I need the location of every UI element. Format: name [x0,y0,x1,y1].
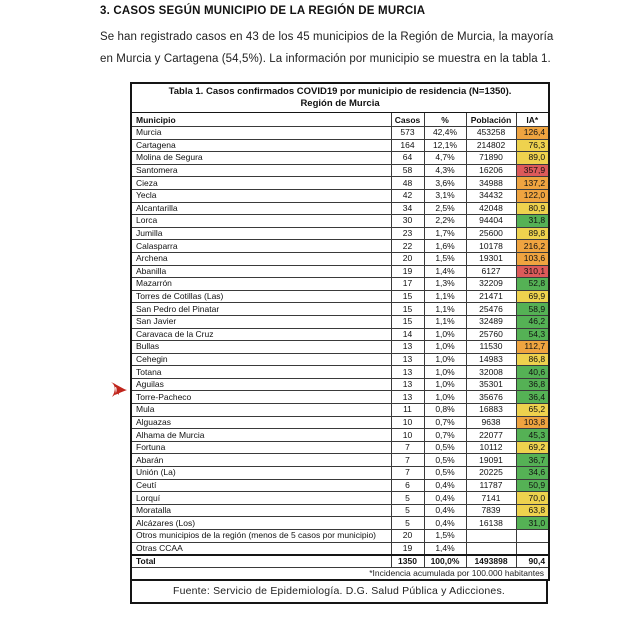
footnote-row [131,567,549,580]
table-row [131,127,549,140]
poblacion-cell: 9638 [466,416,516,429]
table-row [131,328,549,341]
pct-cell: 0,4% [424,492,466,505]
intro-paragraph-line-2: en Murcia y Cartagena (54,5%). La información por municipio se muestra en la tabla 1. [100,53,551,65]
poblacion-cell: 11787 [466,479,516,492]
casos-cell: 164 [391,139,424,152]
column-header-casos: Casos [391,113,424,127]
poblacion-cell: 34432 [466,189,516,202]
casos-cell: 22 [391,240,424,253]
casos-cell: 48 [391,177,424,190]
table-row [131,492,549,505]
municipio-cell: Ceutí [131,479,391,492]
poblacion-cell: 16138 [466,517,516,530]
table-row [131,278,549,291]
ia-cell: 65,2 [516,404,549,417]
table-row [131,139,549,152]
column-header-pct: % [424,113,466,127]
municipio-cell: Torres de Cotillas (Las) [131,290,391,303]
casos-cell: 30 [391,215,424,228]
casos-cell: 7 [391,467,424,480]
pct-cell: 3,6% [424,177,466,190]
pct-cell: 0,8% [424,404,466,417]
ia-cell: 103,8 [516,416,549,429]
pct-cell: 0,5% [424,467,466,480]
ia-cell: 69,9 [516,290,549,303]
poblacion-cell: 25600 [466,227,516,240]
table-row [131,467,549,480]
pct-cell: 2,2% [424,215,466,228]
table-title-line-2: Región de Murcia [300,98,380,109]
table-row [131,353,549,366]
municipio-cell: Mazarrón [131,278,391,291]
casos-cell: 7 [391,441,424,454]
poblacion-cell: 21471 [466,290,516,303]
poblacion-cell: 19091 [466,454,516,467]
total-label: Total [131,555,391,568]
municipio-cell: Cieza [131,177,391,190]
table-row [131,429,549,442]
pct-cell: 1,7% [424,227,466,240]
table-row [131,404,549,417]
casos-cell: 7 [391,454,424,467]
ia-cell: 31,8 [516,215,549,228]
ia-cell [516,542,549,555]
column-header-ia: IA* [516,113,549,127]
poblacion-cell: 10178 [466,240,516,253]
ia-cell: 310,1 [516,265,549,278]
poblacion-cell: 16883 [466,404,516,417]
ia-cell: 40,6 [516,366,549,379]
table-header-row [131,113,549,127]
total-ia: 90,4 [516,555,549,568]
municipio-cell: San Javier [131,315,391,328]
pct-cell: 1,0% [424,366,466,379]
table-row [131,416,549,429]
poblacion-cell: 14983 [466,353,516,366]
ia-cell: 34,6 [516,467,549,480]
table-row [131,366,549,379]
municipio-cell: Alhama de Murcia [131,429,391,442]
municipio-cell: Caravaca de la Cruz [131,328,391,341]
municipio-cell: Archena [131,252,391,265]
table-row [131,479,549,492]
ia-cell: 357,9 [516,164,549,177]
source-line: Fuente: Servicio de Epidemiología. D.G. Salud Pública y Adicciones. [130,581,548,604]
ia-cell: 89,8 [516,227,549,240]
casos-cell: 17 [391,278,424,291]
table-row [131,189,549,202]
municipio-cell: Cehegin [131,353,391,366]
municipio-cell: Molina de Segura [131,152,391,165]
municipio-cell: Otros municipios de la región (menos de 5 casos por municipio) [131,530,391,543]
casos-cell: 13 [391,353,424,366]
municipio-cell: Fortuna [131,441,391,454]
casos-cell: 20 [391,252,424,265]
table-caption-row [131,83,549,113]
table-row [131,290,549,303]
municipio-cell: Lorquí [131,492,391,505]
column-header-poblacion: Población [466,113,516,127]
casos-cell: 6 [391,479,424,492]
casos-cell: 23 [391,227,424,240]
casos-cell: 15 [391,290,424,303]
poblacion-cell: 7141 [466,492,516,505]
poblacion-cell: 35301 [466,378,516,391]
casos-cell: 11 [391,404,424,417]
poblacion-cell: 7839 [466,504,516,517]
ia-cell: 31,0 [516,517,549,530]
poblacion-cell: 6127 [466,265,516,278]
municipio-cell: Jumilla [131,227,391,240]
ia-cell [516,530,549,543]
pct-cell: 0,7% [424,429,466,442]
municipio-cell: Abarán [131,454,391,467]
table-row [131,164,549,177]
poblacion-cell [466,542,516,555]
municipio-cell: Unión (La) [131,467,391,480]
table-row [131,240,549,253]
poblacion-cell: 10112 [466,441,516,454]
casos-cell: 5 [391,517,424,530]
pct-cell: 2,5% [424,202,466,215]
municipio-cell: Yecla [131,189,391,202]
pct-cell: 1,1% [424,303,466,316]
casos-cell: 5 [391,504,424,517]
pct-cell: 1,0% [424,391,466,404]
pct-cell: 1,0% [424,341,466,354]
ia-cell: 69,2 [516,441,549,454]
table-row [131,504,549,517]
pct-cell: 1,5% [424,252,466,265]
casos-cell: 64 [391,152,424,165]
poblacion-cell: 34988 [466,177,516,190]
ia-cell: 80,9 [516,202,549,215]
casos-cell: 13 [391,391,424,404]
section-title: 3. CASOS SEGÚN MUNICIPIO DE LA REGIÓN DE MURCIA [100,5,426,17]
poblacion-cell: 32008 [466,366,516,379]
pct-cell: 4,3% [424,164,466,177]
table-row [131,542,549,555]
table-row [131,265,549,278]
municipio-cell: Alguazas [131,416,391,429]
poblacion-cell: 453258 [466,127,516,140]
casos-cell: 13 [391,341,424,354]
municipio-cell: Bullas [131,341,391,354]
casos-cell: 19 [391,265,424,278]
municipio-cell: Abanilla [131,265,391,278]
ia-cell: 36,4 [516,391,549,404]
table-row [131,303,549,316]
poblacion-cell: 25760 [466,328,516,341]
municipio-cell: San Pedro del Pinatar [131,303,391,316]
ia-cell: 50,9 [516,479,549,492]
ia-cell: 45,3 [516,429,549,442]
casos-cell: 5 [391,492,424,505]
pct-cell: 1,4% [424,542,466,555]
total-row [131,555,549,568]
ia-cell: 86,8 [516,353,549,366]
ia-cell: 36,7 [516,454,549,467]
municipio-cell: Calasparra [131,240,391,253]
casos-cell: 573 [391,127,424,140]
ia-cell: 52,8 [516,278,549,291]
municipio-cell: Alcantarilla [131,202,391,215]
table-row [131,454,549,467]
ia-cell: 63,8 [516,504,549,517]
municipio-cell: Alcázares (Los) [131,517,391,530]
table-row [131,517,549,530]
poblacion-cell: 35676 [466,391,516,404]
table-row [131,227,549,240]
poblacion-cell: 16206 [466,164,516,177]
pct-cell: 0,4% [424,479,466,492]
pct-cell: 1,5% [424,530,466,543]
municipio-cell: Cartagena [131,139,391,152]
table-row [131,378,549,391]
pct-cell: 0,5% [424,454,466,467]
ia-cell: 76,3 [516,139,549,152]
ia-cell: 70,0 [516,492,549,505]
total-casos: 1350 [391,555,424,568]
table-row [131,341,549,354]
poblacion-cell: 94404 [466,215,516,228]
casos-cell: 20 [391,530,424,543]
municipio-cell: Mula [131,404,391,417]
pct-cell: 1,3% [424,278,466,291]
ia-cell: 122,0 [516,189,549,202]
poblacion-cell: 32489 [466,315,516,328]
covid-municipio-table [130,82,550,581]
pct-cell: 1,0% [424,353,466,366]
pct-cell: 0,4% [424,517,466,530]
pct-cell: 1,6% [424,240,466,253]
poblacion-cell: 42048 [466,202,516,215]
table-row [131,441,549,454]
pct-cell: 3,1% [424,189,466,202]
intro-paragraph-line-1: Se han registrado casos en 43 de los 45 municipios de la Región de Murcia, la mayoría [100,31,554,43]
poblacion-cell: 214802 [466,139,516,152]
table-row [131,252,549,265]
ia-cell: 54,3 [516,328,549,341]
column-header-municipio: Municipio [131,113,391,127]
ia-cell: 126,4 [516,127,549,140]
casos-cell: 10 [391,416,424,429]
casos-cell: 13 [391,366,424,379]
pct-cell: 1,0% [424,328,466,341]
red-arrow-icon [109,381,131,399]
municipio-cell: Murcia [131,127,391,140]
footnote-text: *Incidencia acumulada por 100.000 habitantes [131,567,549,580]
table-row [131,391,549,404]
municipio-cell: Torre-Pacheco [131,391,391,404]
table-row [131,530,549,543]
poblacion-cell: 19301 [466,252,516,265]
ia-cell: 103,6 [516,252,549,265]
pct-cell: 12,1% [424,139,466,152]
poblacion-cell: 25476 [466,303,516,316]
total-poblacion: 1493898 [466,555,516,568]
pct-cell: 1,0% [424,378,466,391]
pct-cell: 1,4% [424,265,466,278]
poblacion-cell: 32209 [466,278,516,291]
casos-cell: 15 [391,315,424,328]
poblacion-cell [466,530,516,543]
ia-cell: 58,9 [516,303,549,316]
casos-cell: 13 [391,378,424,391]
municipio-cell: Otras CCAA [131,542,391,555]
pct-cell: 4,7% [424,152,466,165]
table-row [131,202,549,215]
pct-cell: 0,4% [424,504,466,517]
casos-cell: 58 [391,164,424,177]
pct-cell: 42,4% [424,127,466,140]
pct-cell: 0,7% [424,416,466,429]
casos-cell: 19 [391,542,424,555]
casos-cell: 34 [391,202,424,215]
pct-cell: 0,5% [424,441,466,454]
poblacion-cell: 22077 [466,429,516,442]
municipio-cell: Lorca [131,215,391,228]
pct-cell: 1,1% [424,315,466,328]
ia-cell: 112,7 [516,341,549,354]
covid-table-container [130,82,548,604]
total-pct: 100,0% [424,555,466,568]
table-row [131,315,549,328]
ia-cell: 46,2 [516,315,549,328]
casos-cell: 10 [391,429,424,442]
table-title-line-1: Tabla 1. Casos confirmados COVID19 por municipio de residencia (N=1350). [168,86,512,97]
table-row [131,215,549,228]
municipio-cell: Aguilas [131,378,391,391]
municipio-cell: Santomera [131,164,391,177]
ia-cell: 89,0 [516,152,549,165]
table-row [131,177,549,190]
poblacion-cell: 71890 [466,152,516,165]
casos-cell: 15 [391,303,424,316]
poblacion-cell: 20225 [466,467,516,480]
municipio-cell: Moratalla [131,504,391,517]
casos-cell: 14 [391,328,424,341]
poblacion-cell: 11530 [466,341,516,354]
table-row [131,152,549,165]
casos-cell: 42 [391,189,424,202]
ia-cell: 216,2 [516,240,549,253]
ia-cell: 137,2 [516,177,549,190]
pct-cell: 1,1% [424,290,466,303]
ia-cell: 36,8 [516,378,549,391]
table-title [131,83,549,113]
municipio-cell: Totana [131,366,391,379]
